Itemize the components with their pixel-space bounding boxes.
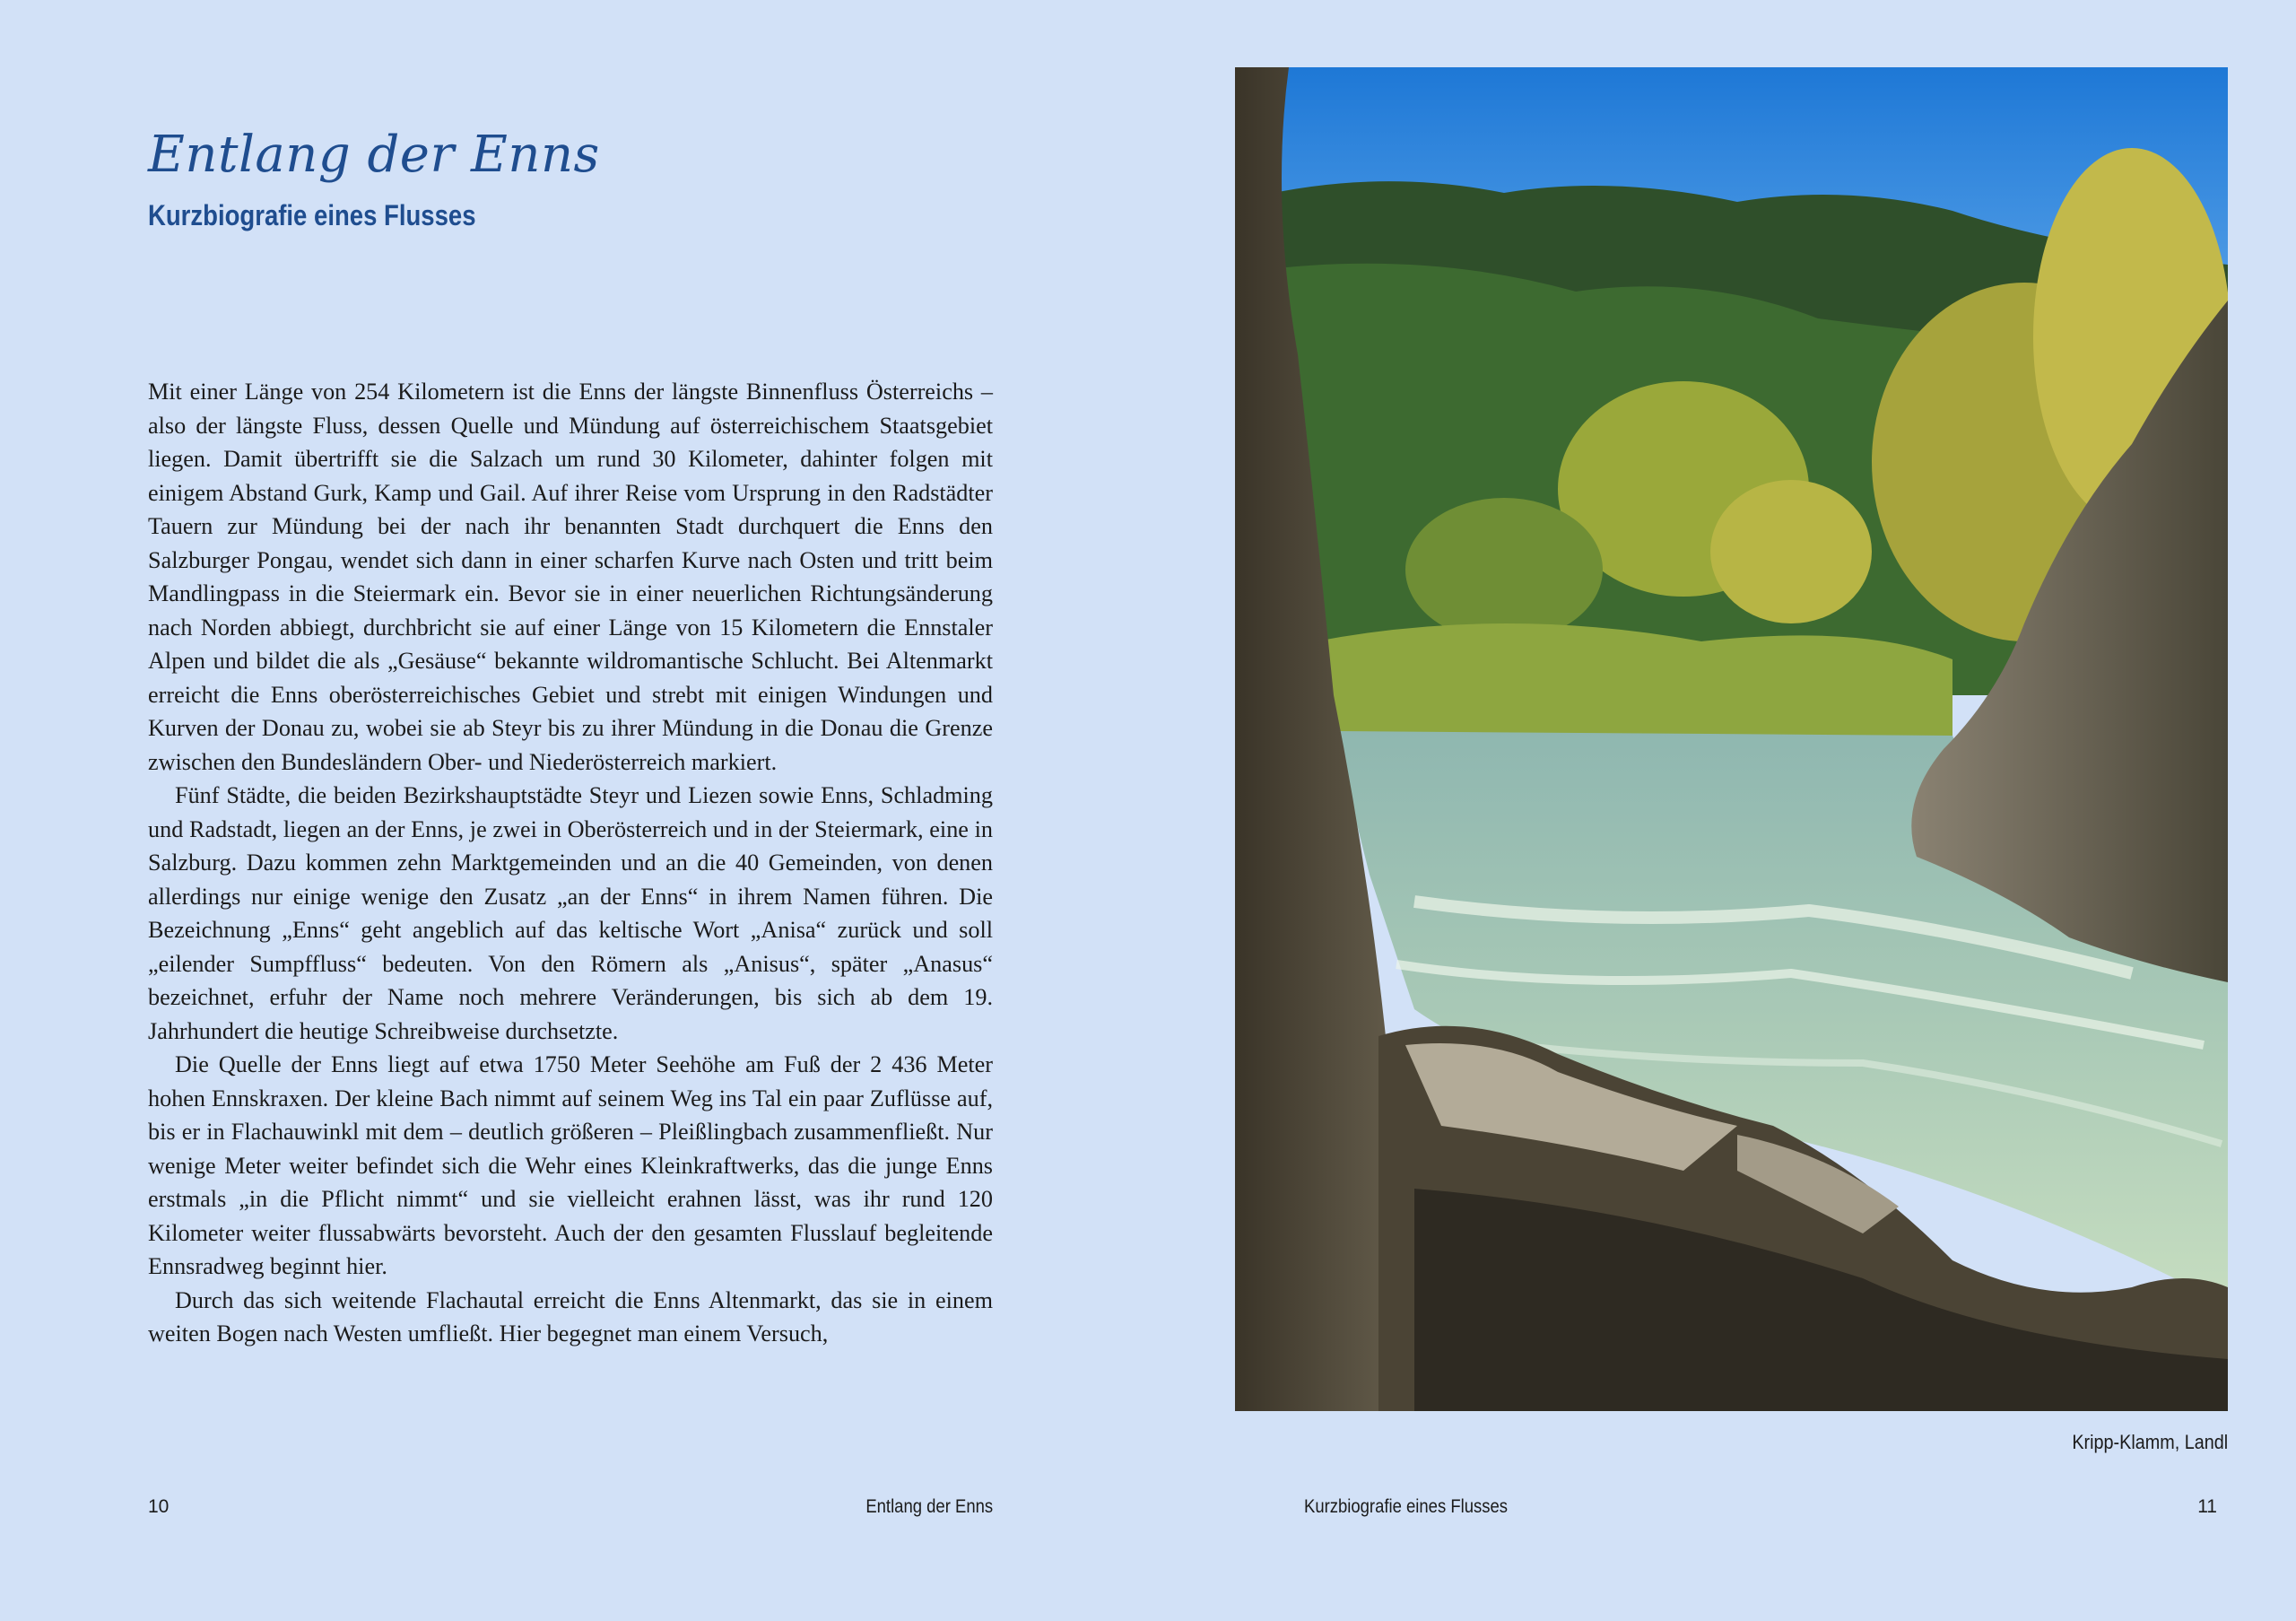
page-number-left: 10 [148,1496,170,1517]
body-text [148,375,993,1351]
running-head-left: Entlang der Enns [865,1496,993,1517]
river-gorge-photo [1235,67,2228,1411]
photo-caption: Kripp-Klamm, Landl [2072,1431,2228,1453]
page-number-right: 11 [2197,1496,2217,1517]
paragraph: Mit einer Länge von 254 Kilometern ist die Enns der längste Binnenfluss Österreichs – also der längste Fluss, dessen Quelle und Mündung auf österreichischem Staatsgebiet liegen. Damit übertrifft sie die Salzach um rund 30 Kilometer, dahinter folgen mit einigem Abstand Gurk, Kamp und Gail. Auf ihrer Reise vom Ursprung in den Radstädter Tauern zur Mündung bei der nach ihr benannten Stadt durchquert die Enns den Salzburger Pongau, wendet sich dann in einer scharfen Kurve nach Osten und tritt beim Mandlingpass in die Steiermark ein. Bevor sie in einer neuerlichen Richtungsänderung nach Norden abbiegt, durchbricht sie auf einer Länge von 15 Kilometern die Ennstaler Alpen und bildet die als „Gesäuse“ bekannte wildromantische Schlucht. Bei Altenmarkt erreicht die Enns oberösterreichisches Gebiet und strebt mit einigen Windungen und Kurven der Donau zu, wobei sie ab Steyr bis zu ihrer Mündung in die Donau die Grenze zwischen den Bundesländern Ober- und Niederösterreich markiert. [148,379,993,775]
paragraph: Fünf Städte, die beiden Bezirkshauptstädte Steyr und Liezen sowie Enns, Schladming und Radstadt, liegen an der Enns, je zwei in Oberösterreich und in der Steiermark, eine in Salzburg. Dazu kommen zehn Marktgemeinden und an die 40 Gemeinden, von denen allerdings nur einige wenige den Zusatz „an der Enns“ in ihrem Namen führen. Die Bezeichnung „Enns“ geht angeblich auf das keltische Wort „Anisa“ zurück und soll „eilender Sumpffluss“ bedeuten. Von den Römern als „Anisus“, später „Anasus“ bezeichnet, erfuhr der Name noch mehrere Veränderungen, bis sich ab dem 19. Jahrhundert die heutige Schreibweise durchsetzte. [148,782,993,1044]
river-gorge-illustration [1235,67,2228,1411]
paragraph: Durch das sich weitende Flachautal erreicht die Enns Altenmarkt, das sie in einem weiten Bogen nach Westen umfließt. Hier begegnet man einem Versuch, [148,1286,993,1346]
chapter-subtitle: Kurzbiografie eines Flusses [148,199,476,231]
paragraph: Die Quelle der Enns liegt auf etwa 1750 Meter Seehöhe am Fuß der 2 436 Meter hohen Ennskraxen. Der kleine Bach nimmt auf seinem Weg ins Tal ein paar Zuflüsse auf, bis er in Flachauwinkl mit dem – deutlich größeren – Pleißlingbach zusammenfließt. Nur wenige Meter weiter befindet sich die Wehr eines Kleinkraftwerks, das die junge Enns erstmals „in die Pflicht nimmt“ und sie vielleicht erahnen lässt, was ihr rund 120 Kilometer weiter flussabwärts bevorsteht. Auch der den gesamten Flusslauf begleitende Ennsradweg beginnt hier. [148,1051,993,1279]
running-head-right: Kurzbiografie eines Flusses [1304,1496,1509,1517]
chapter-title: Entlang der Enns [148,126,600,184]
